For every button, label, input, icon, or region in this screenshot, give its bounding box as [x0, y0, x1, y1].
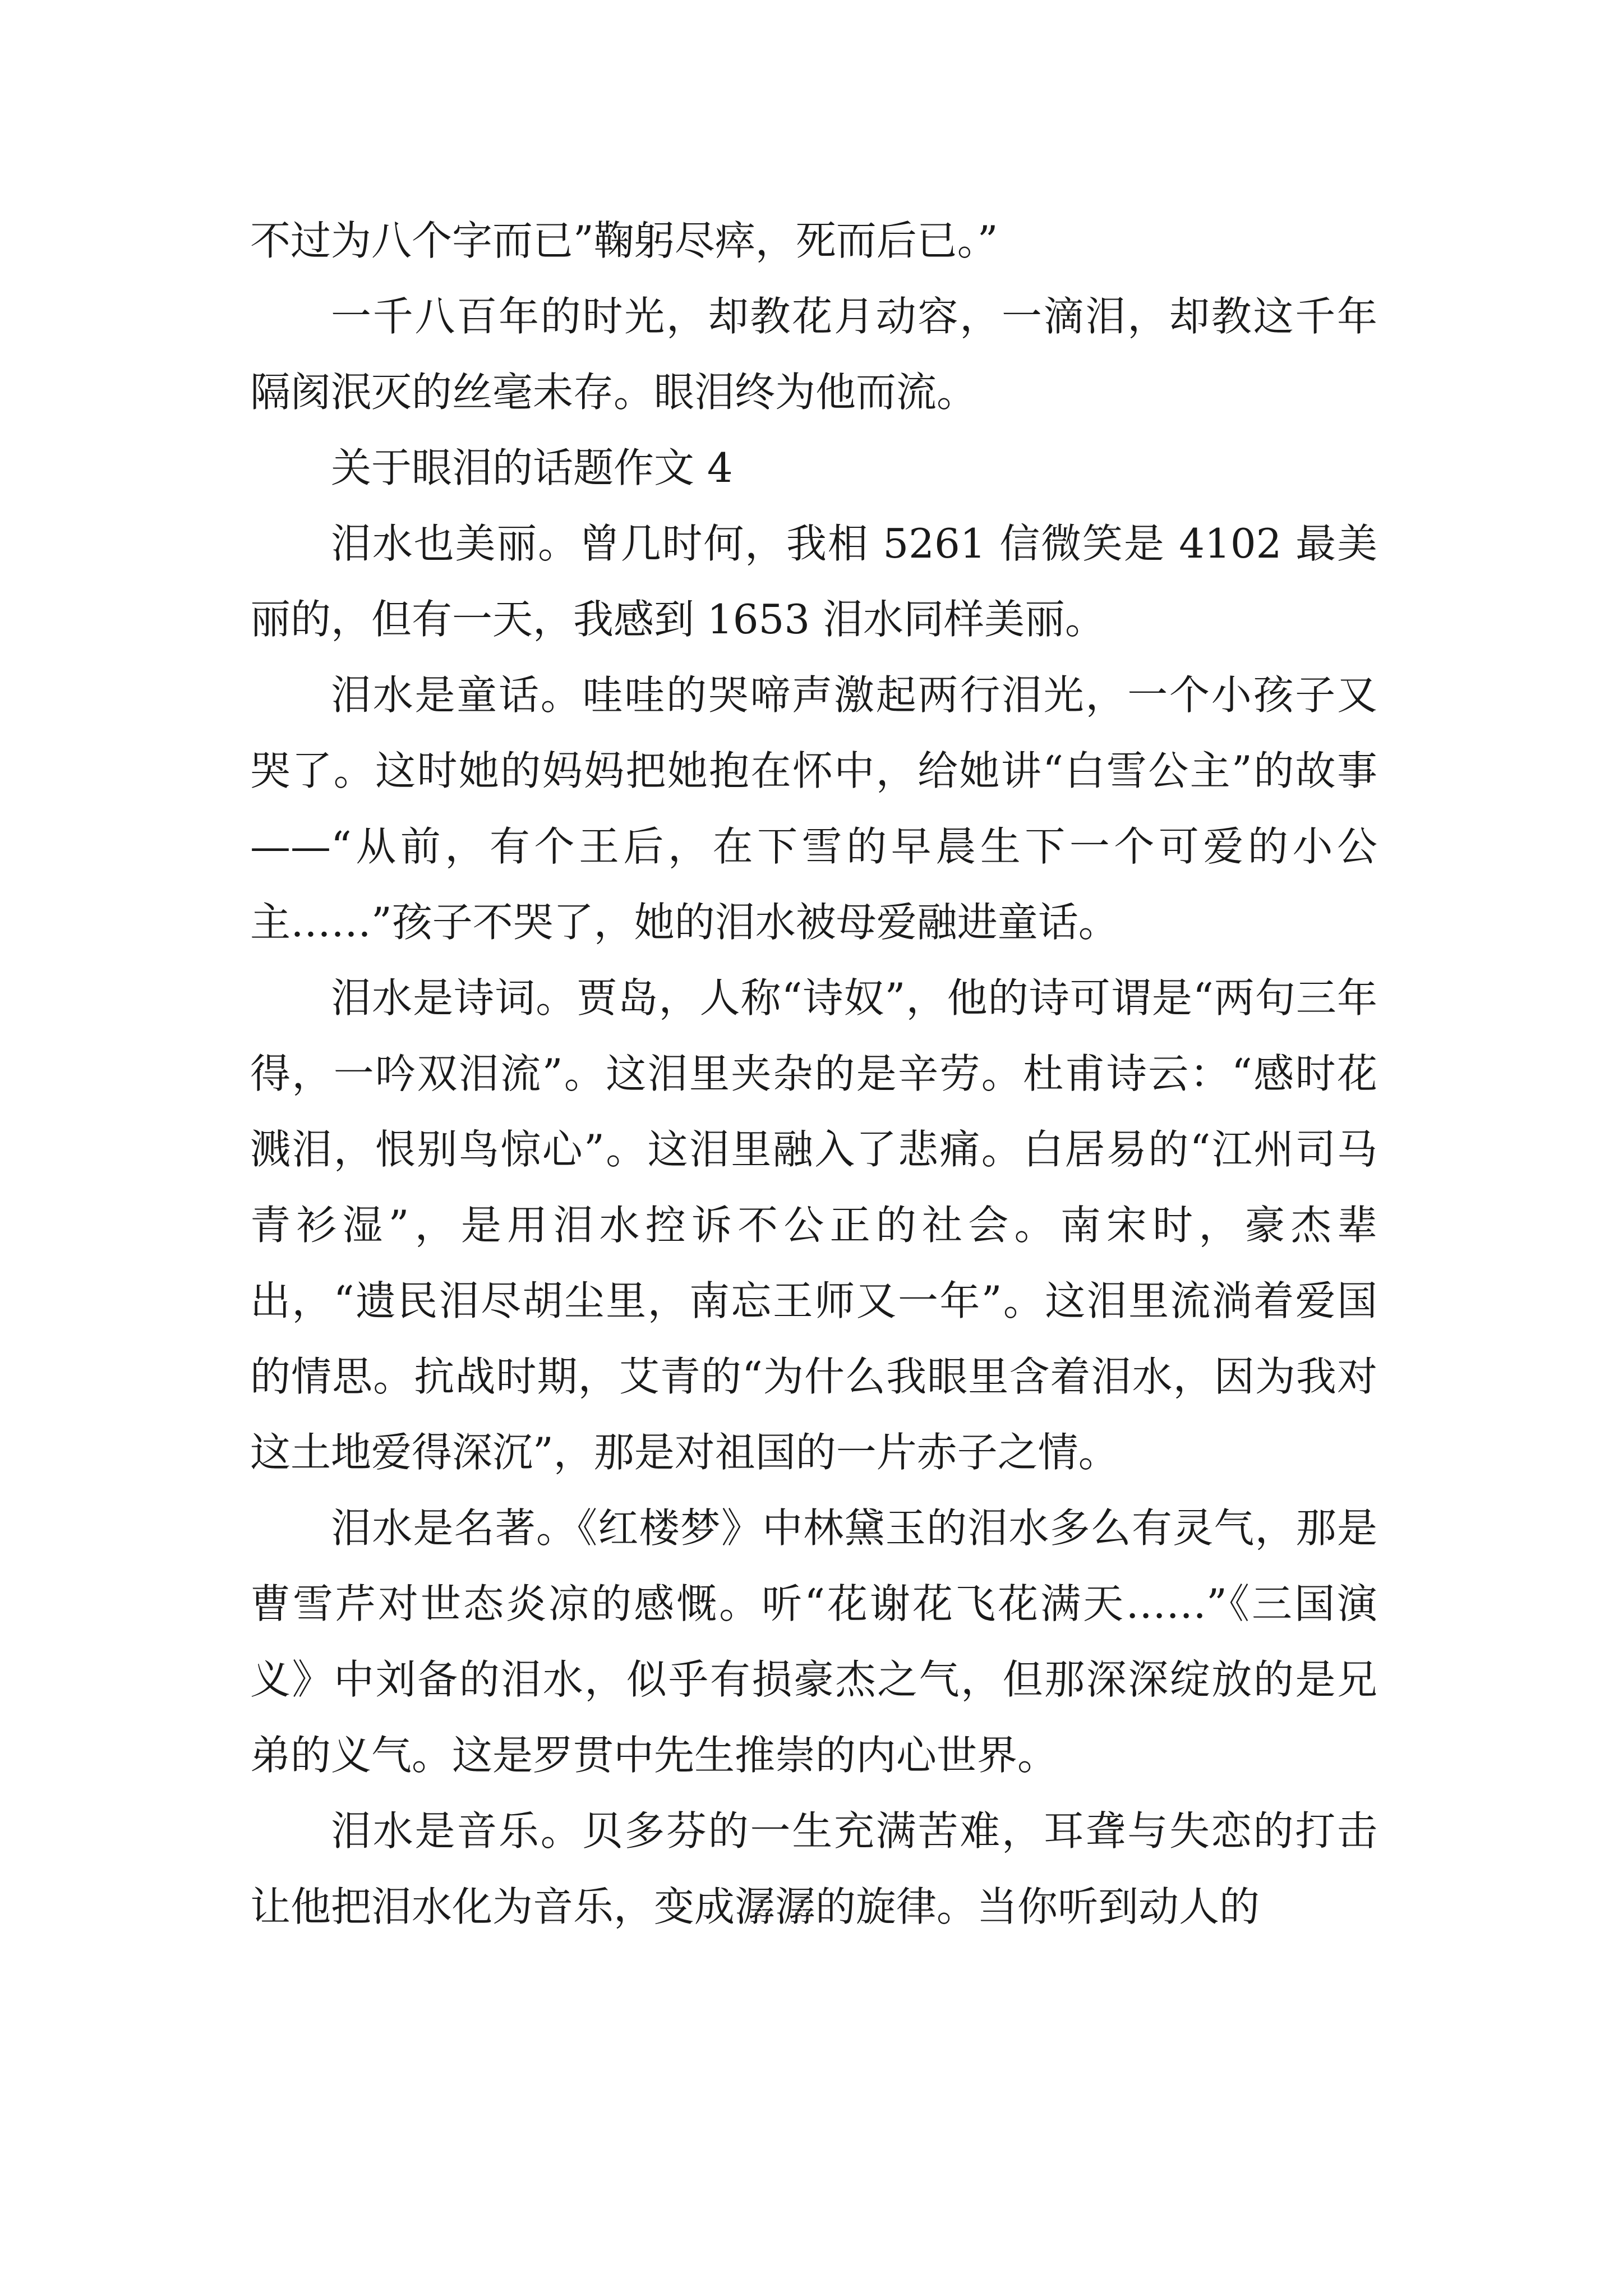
paragraph: 泪水也美丽。曾几时何，我相 5261 信微笑是 4102 最美丽的，但有一天，我感到 1653 泪水同样美丽。 [250, 520, 1377, 643]
paragraph: 泪水是童话。哇哇的哭啼声激起两行泪光，一个小孩子又哭了。这时她的妈妈把她抱在怀中，给她讲“白雪公主”的故事——“从前，有个王后，在下雪的早晨生下一个可爱的小公主……”孩子不哭了，她的泪水被母爱融进童话。 [250, 671, 1377, 946]
paragraph: 一千八百年的时光，却教花月动容，一滴泪，却教这千年隔阂泯灭的丝毫未存。眼泪终为他而流。 [250, 293, 1377, 416]
paragraph: 泪水是诗词。贾岛，人称“诗奴”，他的诗可谓是“两句三年得，一吟双泪流”。这泪里夹杂的是辛劳。杜甫诗云：“感时花溅泪，恨别鸟惊心”。这泪里融入了悲痛。白居易的“江州司马青衫湿”，是用泪水控诉不公正的社会。南宋时，豪杰辈出，“遗民泪尽胡尘里，南忘王师又一年”。这泪里流淌着爱国的情思。抗战时期，艾青的“为什么我眼里含着泪水，因为我对这土地爱得深沉”，那是对祖国的一片赤子之情。 [250, 974, 1377, 1476]
section-heading: 关于眼泪的话题作文 4 [331, 444, 733, 491]
paragraph: 泪水是音乐。贝多芬的一生充满苦难，耳聋与失恋的打击让他把泪水化为音乐，变成潺潺的旋律。当你听到动人的 [250, 1807, 1377, 1930]
paragraph-continuation: 不过为八个字而已”鞠躬尽瘁，死而后已。” [250, 217, 998, 264]
document-body [250, 203, 1377, 1945]
paragraph: 泪水是名著。《红楼梦》中林黛玉的泪水多么有灵气，那是曹雪芹对世态炎凉的感慨。听“花谢花飞花满天……”《三国演义》中刘备的泪水，似乎有损豪杰之气，但那深深绽放的是兄弟的义气。这是罗贯中先生推崇的内心世界。 [250, 1504, 1377, 1779]
